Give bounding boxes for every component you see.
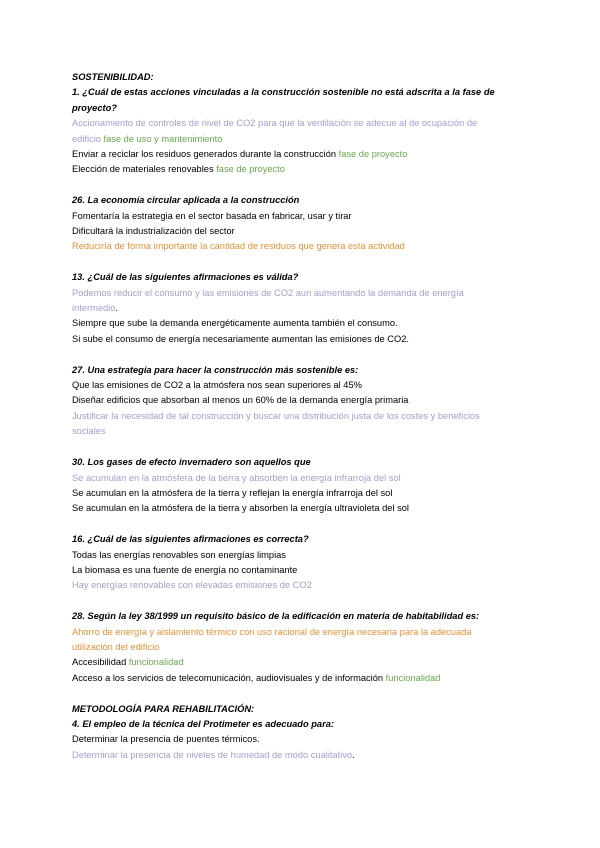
answer-text: sociales [72, 426, 106, 437]
answer-text: Elección de materiales renovables [72, 164, 217, 175]
question-1-title [72, 85, 532, 116]
answer-28a [72, 625, 532, 656]
question-30-title [72, 455, 532, 470]
question-number: 30 [72, 457, 83, 468]
answer-16a: Todas las energías renovables son energías limpias [72, 549, 286, 560]
answer-1c [72, 162, 532, 177]
question-text: . Según la ley 38/1999 un requisito básico de la edificación en materia de habitabilidad es: [82, 611, 480, 622]
question-text: . ¿Cuál de las siguientes afirmaciones es válida? [82, 272, 299, 283]
question-16-title [72, 532, 532, 547]
spacer [72, 178, 532, 193]
answer-suffix: . [115, 303, 119, 314]
spacer [72, 517, 532, 532]
answer-tag: fase de proyecto [216, 164, 285, 175]
question-4-title [72, 717, 532, 732]
question-text: . La economía circular aplicada a la construcción [82, 195, 300, 206]
answer-13b: Siempre que sube la demanda energéticamente aumenta también el consumo. [72, 318, 398, 329]
spacer [72, 686, 532, 701]
answer-text: intermedio [72, 303, 116, 314]
spacer [72, 347, 532, 362]
answer-16c: Hay energías renovables con elevadas emisiones de CO2 [72, 580, 312, 591]
question-text: . ¿Cuál de estas acciones vinculadas a la construcción sostenible no está adscrita a la fase de proyecto? [72, 87, 495, 113]
answer-text: Accionamiento de controles de nivel de CO2 para que la ventilación se adecue al de ocupación de [72, 118, 478, 129]
answer-text: Accesibilidad [72, 657, 129, 668]
answer-tag: fase de proyecto [338, 149, 408, 160]
answer-26b: Dificultará la industrialización del sector [72, 226, 235, 237]
answer-tag: fase de uso y mantenimiento [103, 133, 223, 144]
spacer [72, 440, 532, 455]
answer-27c [72, 409, 532, 440]
answer-13a [72, 286, 532, 317]
answer-text: utilización del edificio [72, 641, 160, 652]
question-26-title [72, 193, 532, 208]
spacer [72, 255, 532, 270]
answer-28b [72, 655, 532, 670]
answer-26a: Fomentaría la estrategia en el sector basada en fabricar, usar y tirar [72, 210, 352, 221]
answer-4b [72, 748, 532, 763]
section-heading-text: METODOLOGÍA PARA REHABILITACIÓN: [72, 703, 255, 714]
answer-1b [72, 147, 532, 162]
section-heading-metodologia [72, 702, 532, 717]
answer-text: Acceso a los servicios de telecomunicación, audiovisuales y de información [72, 672, 386, 683]
question-number: 4 [72, 718, 78, 729]
question-text: . Los gases de efecto invernadero son aquellos que [82, 457, 311, 468]
answer-text: Ahorro de energía y aislamiento térmico con uso racional de energía necesaria para la adecuada [72, 626, 472, 637]
answer-30c: Se acumulan en la atmósfera de la tierra y absorben la energía ultravioleta del sol [72, 503, 409, 514]
answer-30b: Se acumulan en la atmósfera de la tierra y reflejan la energía infrarroja del sol [72, 487, 393, 498]
question-text: . ¿Cuál de las siguientes afirmaciones es correcta? [82, 534, 309, 545]
answer-13c: Si sube el consumo de energía necesariamente aumentan las emisiones de CO2. [72, 333, 409, 344]
question-number: 28 [72, 611, 83, 622]
question-27-title [72, 363, 532, 378]
section-heading-text: SOSTENIBILIDAD: [72, 72, 154, 82]
answer-1a [72, 116, 532, 147]
answer-28c [72, 671, 532, 686]
answer-4a: Determinar la presencia de puentes térmicos. [72, 734, 260, 745]
answer-30a: Se acumulan en la atmósfera de la tierra y absorben la energía infrarroja del sol [72, 472, 401, 483]
answer-16b: La biomasa es una fuente de energía no contaminante [72, 564, 298, 575]
answer-text: Podemos reducir el consumo y las emisiones de CO2 aun aumentando la demanda de energía [72, 287, 464, 298]
question-number: 16 [72, 534, 83, 545]
document-body [72, 70, 532, 763]
question-text: . El empleo de la técnica del Protimeter es adecuado para: [77, 718, 334, 729]
answer-tag: funcionalidad [128, 657, 184, 668]
answer-suffix: . [352, 749, 355, 760]
question-number: 13 [72, 272, 83, 283]
answer-text: Determinar la presencia de niveles de humedad de modo cualitativo [72, 749, 353, 760]
section-heading-sostenibilidad [72, 70, 532, 85]
question-number: 26 [72, 195, 83, 206]
question-number: 1 [72, 87, 78, 98]
answer-text: Justificar la necesidad de tal construcción y buscar una distribución justa de los costes y beneficios [72, 410, 480, 421]
answer-text: Enviar a reciclar los residuos generados durante la construcción [72, 149, 339, 160]
answer-27b: Diseñar edificios que absorban al menos un 60% de la demanda energía primaria [72, 395, 409, 406]
question-number: 27 [72, 364, 83, 375]
answer-27a: Que las emisiones de CO2 a la atmósfera nos sean superiores al 45% [72, 380, 362, 391]
answer-26c: Reduciría de forma importante la cantidad de residuos que genera esta actividad [72, 241, 405, 252]
answer-tag: funcionalidad [385, 672, 441, 683]
answer-text: edificio [72, 133, 104, 144]
spacer [72, 594, 532, 609]
question-28-title [72, 609, 532, 624]
question-text: . Una estrategia para hacer la construcción más sostenible es: [82, 364, 359, 375]
question-13-title [72, 270, 532, 285]
